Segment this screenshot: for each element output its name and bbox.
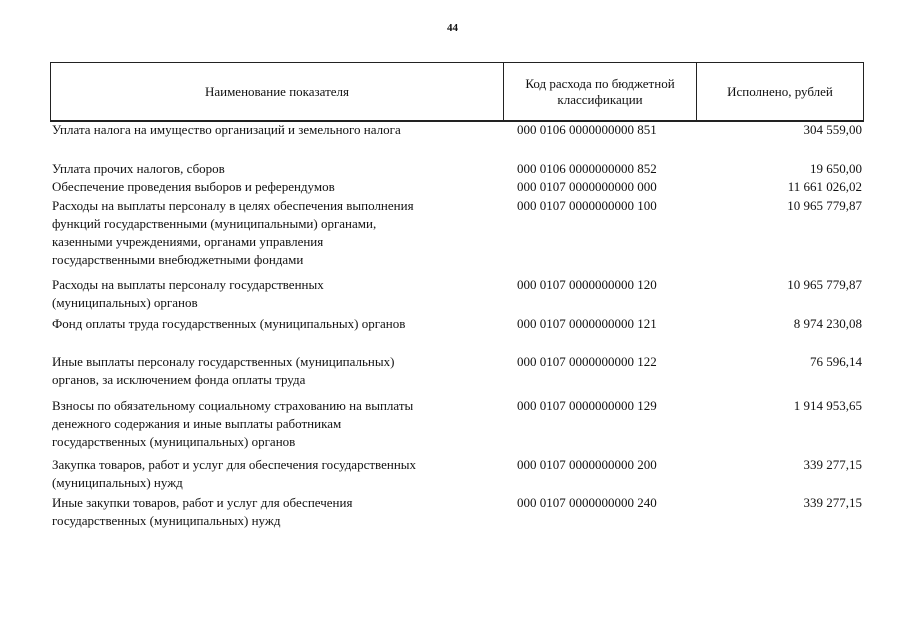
row-name-line: государственных (муниципальных) органов bbox=[52, 434, 296, 449]
row-code: 000 0107 0000000000 120 bbox=[517, 277, 657, 292]
table-row bbox=[50, 315, 864, 333]
header-code: Код расхода по бюджетной классификации bbox=[504, 63, 697, 120]
row-code: 000 0107 0000000000 240 bbox=[517, 495, 657, 510]
row-name-line: (муниципальных) нужд bbox=[52, 475, 183, 490]
row-amount: 304 559,00 bbox=[803, 122, 862, 137]
row-amount: 10 965 779,87 bbox=[787, 277, 862, 292]
row-code: 000 0107 0000000000 200 bbox=[517, 457, 657, 472]
table-row bbox=[50, 197, 864, 269]
row-name bbox=[50, 456, 503, 492]
row-name bbox=[50, 315, 503, 333]
row-amount: 11 661 026,02 bbox=[787, 179, 862, 194]
row-name-line: государственных (муниципальных) нужд bbox=[52, 513, 281, 528]
row-code: 000 0106 0000000000 851 bbox=[517, 122, 657, 137]
row-name bbox=[50, 121, 503, 139]
row-amount: 10 965 779,87 bbox=[787, 198, 862, 213]
row-name-line: Расходы на выплаты персоналу государственных bbox=[52, 277, 324, 292]
row-amount: 339 277,15 bbox=[803, 457, 862, 472]
row-name bbox=[50, 353, 503, 389]
row-name bbox=[50, 197, 503, 269]
table-row bbox=[50, 397, 864, 451]
table-header bbox=[50, 62, 864, 120]
row-name-line: органов, за исключением фонда оплаты труда bbox=[52, 372, 306, 387]
table-row bbox=[50, 456, 864, 492]
row-name-line: Уплата налога на имущество организаций и земельного налога bbox=[52, 122, 401, 137]
row-name bbox=[50, 178, 503, 196]
table-row bbox=[50, 353, 864, 389]
row-name-line: функций государственными (муниципальными) органами, bbox=[52, 216, 377, 231]
row-name-line: Обеспечение проведения выборов и референдумов bbox=[52, 179, 335, 194]
row-name-line: Иные выплаты персоналу государственных (муниципальных) bbox=[52, 354, 395, 369]
table-row bbox=[50, 276, 864, 312]
row-code: 000 0106 0000000000 852 bbox=[517, 161, 657, 176]
row-name bbox=[50, 160, 503, 178]
row-amount: 1 914 953,65 bbox=[793, 398, 862, 413]
row-name-line: Иные закупки товаров, работ и услуг для обеспечения bbox=[52, 495, 353, 510]
header-name: Наименование показателя bbox=[51, 63, 504, 120]
row-amount: 76 596,14 bbox=[810, 354, 862, 369]
row-amount: 339 277,15 bbox=[803, 495, 862, 510]
table-row bbox=[50, 121, 864, 139]
row-name-line: Фонд оплаты труда государственных (муниципальных) органов bbox=[52, 316, 406, 331]
row-name-line: Взносы по обязательному социальному страхованию на выплаты bbox=[52, 398, 414, 413]
row-amount: 19 650,00 bbox=[810, 161, 862, 176]
row-amount: 8 974 230,08 bbox=[793, 316, 862, 331]
row-code: 000 0107 0000000000 122 bbox=[517, 354, 657, 369]
row-code: 000 0107 0000000000 121 bbox=[517, 316, 657, 331]
row-name-line: государственными внебюджетными фондами bbox=[52, 252, 304, 267]
row-name bbox=[50, 494, 503, 530]
row-name-line: (муниципальных) органов bbox=[52, 295, 198, 310]
header-amount: Исполнено, рублей bbox=[727, 83, 833, 99]
row-name-line: денежного содержания и иные выплаты работникам bbox=[52, 416, 342, 431]
table-row bbox=[50, 160, 864, 178]
page-number: 44 bbox=[447, 22, 458, 34]
row-code: 000 0107 0000000000 000 bbox=[517, 179, 657, 194]
row-name bbox=[50, 276, 503, 312]
row-name bbox=[50, 397, 503, 451]
table-row bbox=[50, 178, 864, 196]
row-code: 000 0107 0000000000 100 bbox=[517, 198, 657, 213]
row-name-line: Уплата прочих налогов, сборов bbox=[52, 161, 225, 176]
row-code: 000 0107 0000000000 129 bbox=[517, 398, 657, 413]
row-name-line: Закупка товаров, работ и услуг для обеспечения государственных bbox=[52, 457, 417, 472]
row-name-line: Расходы на выплаты персоналу в целях обеспечения выполнения bbox=[52, 198, 414, 213]
table-row bbox=[50, 494, 864, 530]
row-name-line: казенными учреждениями, органами управления bbox=[52, 234, 324, 249]
